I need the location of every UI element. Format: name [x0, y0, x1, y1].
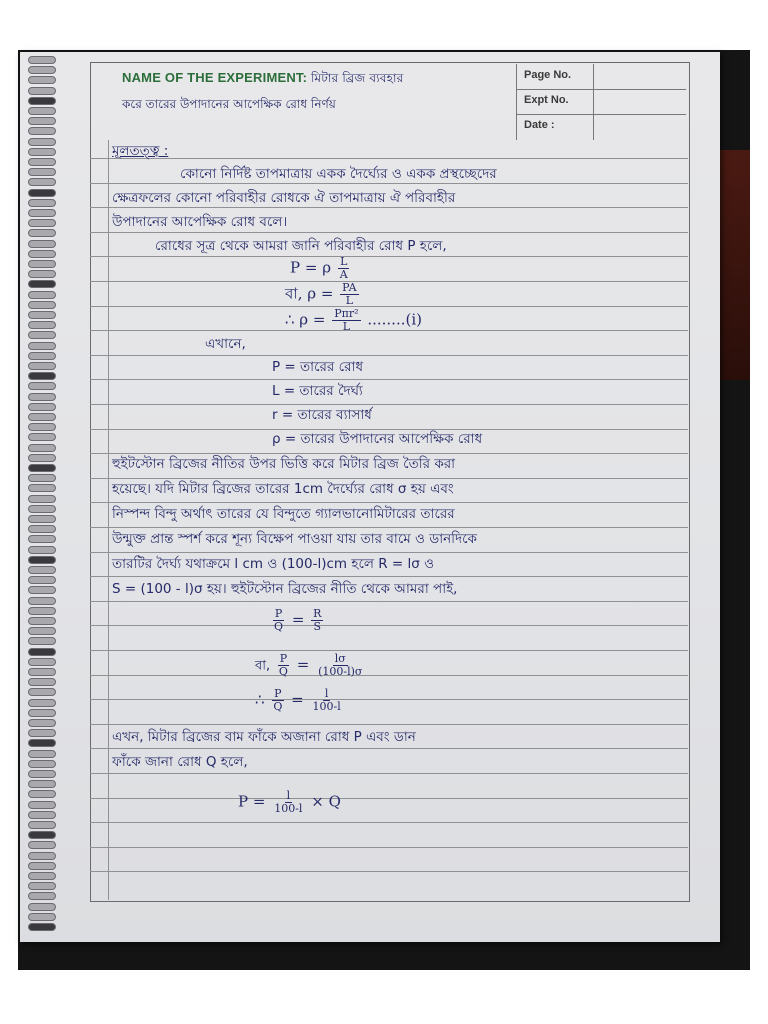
spiral-ring	[28, 240, 56, 248]
spiral-ring	[28, 464, 56, 472]
spiral-ring	[28, 627, 56, 635]
spiral-ring	[28, 229, 56, 237]
definition-l: L = তারের দৈর্ঘ্য	[272, 383, 363, 399]
formula-5-lhs	[277, 653, 290, 678]
spiral-ring	[28, 862, 56, 870]
spiral-ring	[28, 923, 56, 931]
definition-line-3: উপাদানের আপেক্ষিক রোধ বলে।	[112, 214, 288, 230]
spiral-ring	[28, 352, 56, 360]
formula-5	[255, 653, 366, 678]
ruled-line	[90, 158, 688, 159]
spiral-ring	[28, 76, 56, 84]
background-object	[715, 150, 750, 380]
formula-2-fraction	[340, 282, 358, 307]
spiral-ring	[28, 260, 56, 268]
formula-3-num: Pπr²	[334, 307, 359, 320]
spiral-ring	[28, 688, 56, 696]
formula-1-num: L	[340, 255, 348, 268]
experiment-name-text-1: মিটার ব্রিজ ব্যবহার	[310, 71, 404, 85]
ruled-line	[90, 306, 688, 307]
spiral-ring	[28, 821, 56, 829]
spiral-ring	[28, 729, 56, 737]
spiral-ring	[28, 586, 56, 594]
spiral-ring	[28, 505, 56, 513]
bridge-line-1: হুইটস্টোন ব্রিজের নীতির উপর ভিত্তি করে মিটার ব্রিজ তৈরি করা	[112, 456, 456, 472]
spiral-ring	[28, 566, 56, 574]
spiral-ring	[28, 280, 56, 288]
date-field	[516, 114, 686, 140]
formula-4-rhs-den: S	[313, 620, 322, 633]
equation-number: ........(i)	[367, 310, 422, 329]
formula-5-rhs	[316, 653, 364, 678]
definition-line-1: কোনো নির্দিষ্ট তাপমাত্রায় একক দৈর্ঘ্যের ও একক প্রস্থচ্ছেদের	[180, 166, 497, 182]
formula-3-den: L	[342, 320, 351, 333]
spiral-ring	[28, 719, 56, 727]
spiral-ring	[28, 270, 56, 278]
spiral-ring	[28, 648, 56, 656]
spiral-ring	[28, 576, 56, 584]
spiral-ring	[28, 403, 56, 411]
final-formula-num: l	[286, 789, 291, 802]
spiral-ring	[28, 780, 56, 788]
expt-no-label: Expt No.	[524, 94, 569, 106]
spiral-ring	[28, 852, 56, 860]
definition-line-2: ক্ষেত্রফলের কোনো পরিবাহীর রোধকে ঐ তাপমাত্রায় ঐ পরিবাহীর	[112, 190, 456, 206]
spiral-ring	[28, 372, 56, 380]
title-label: NAME OF THE EXPERIMENT:	[122, 70, 308, 85]
formula-2-left: বা, ρ =	[285, 284, 334, 303]
spiral-ring	[28, 617, 56, 625]
spiral-ring	[28, 433, 56, 441]
formula-5-left: বা,	[255, 658, 271, 674]
spiral-ring	[28, 811, 56, 819]
spiral-ring	[28, 199, 56, 207]
final-formula-left: P =	[238, 792, 266, 811]
formula-4-equals: =	[291, 610, 305, 629]
ruled-line	[90, 822, 688, 823]
spiral-ring	[28, 658, 56, 666]
final-formula-fraction	[272, 790, 304, 815]
formula-3-fraction	[332, 308, 360, 333]
bridge-line-6: S = (100 - l)σ হয়। হুইটস্টোন ব্রিজের নীতি থেকে আমরা পাই,	[112, 581, 458, 597]
spiral-ring	[28, 311, 56, 319]
spiral-ring	[28, 138, 56, 146]
formula-3	[285, 308, 422, 333]
spiral-ring	[28, 362, 56, 370]
page-no-field	[516, 64, 686, 90]
formula-6-lhs-den: Q	[273, 700, 283, 713]
ruled-line	[90, 650, 688, 651]
formula-4-lhs-den: Q	[274, 620, 284, 633]
formula-4-rhs	[311, 608, 323, 633]
formula-6-rhs	[311, 688, 343, 713]
final-formula-den: 100-l	[274, 802, 303, 815]
spiral-ring	[28, 760, 56, 768]
bridge-line-2: হয়েছে। যদি মিটার ব্রিজের তারের 1cm দৈর্ঘ্যের রোধ σ হয় এবং	[112, 481, 454, 497]
spiral-ring	[28, 872, 56, 880]
ruled-line	[90, 281, 688, 282]
spiral-ring	[28, 331, 56, 339]
expt-no-field	[516, 89, 686, 115]
spiral-ring	[28, 250, 56, 258]
spiral-ring	[28, 495, 56, 503]
now-line-1: এখন, মিটার ব্রিজের বাম ফাঁকে অজানা রোধ P এবং ডান	[112, 729, 416, 745]
spiral-ring	[28, 117, 56, 125]
spiral-ring	[28, 841, 56, 849]
formula-6-lhs	[271, 688, 284, 713]
spiral-binding	[22, 56, 62, 936]
date-label: Date :	[524, 119, 555, 131]
formula-4-lhs-num: P	[274, 607, 283, 620]
formula-6-rhs-den: 100-l	[312, 700, 341, 713]
spiral-ring	[28, 790, 56, 798]
ruled-line	[90, 379, 688, 380]
formula-2-den: L	[345, 294, 353, 307]
spiral-ring	[28, 342, 56, 350]
law-line: রোধের সূত্র থেকে আমরা জানি পরিবাহীর রোধ P হলে,	[155, 238, 447, 254]
spiral-ring	[28, 87, 56, 95]
formula-2	[285, 282, 361, 308]
spiral-ring	[28, 107, 56, 115]
formula-5-lhs-num: P	[279, 652, 288, 665]
spiral-ring	[28, 97, 56, 105]
ruled-line	[90, 576, 688, 577]
spiral-ring	[28, 678, 56, 686]
spiral-ring	[28, 546, 56, 554]
spiral-ring	[28, 127, 56, 135]
spiral-ring	[28, 831, 56, 839]
spiral-ring	[28, 423, 56, 431]
spiral-ring	[28, 413, 56, 421]
spiral-ring	[28, 770, 56, 778]
formula-1	[290, 256, 352, 281]
margin-line	[108, 140, 109, 900]
final-formula	[238, 790, 341, 815]
experiment-header	[108, 64, 686, 140]
ruled-line	[90, 601, 688, 602]
spiral-ring	[28, 178, 56, 186]
spiral-ring	[28, 801, 56, 809]
formula-1-fraction	[338, 256, 350, 281]
formula-4-rhs-num: R	[313, 607, 322, 620]
date-value	[593, 114, 686, 140]
spiral-ring	[28, 444, 56, 452]
heading-principle: মূলতত্ত্ব :	[112, 143, 169, 159]
spiral-ring	[28, 158, 56, 166]
spiral-ring	[28, 209, 56, 217]
spiral-ring	[28, 148, 56, 156]
spiral-ring	[28, 301, 56, 309]
page-no-value	[593, 64, 686, 89]
page-no-label: Page No.	[524, 69, 572, 81]
formula-1-den: A	[339, 268, 348, 281]
spiral-ring	[28, 219, 56, 227]
spiral-ring	[28, 882, 56, 890]
formula-5-equals: =	[296, 655, 310, 674]
spiral-ring	[28, 515, 56, 523]
definition-p: P = তারের রোধ	[272, 359, 364, 375]
formula-6-rhs-num: l	[324, 687, 329, 700]
experiment-name-text-2: করে তারের উপাদানের আপেক্ষিক রোধ নির্ণয়	[122, 97, 336, 111]
ruled-line	[90, 724, 688, 725]
spiral-ring	[28, 903, 56, 911]
spiral-ring	[28, 709, 56, 717]
definition-rho: ρ = তারের উপাদানের আপেক্ষিক রোধ	[272, 431, 483, 447]
spiral-ring	[28, 66, 56, 74]
spiral-ring	[28, 291, 56, 299]
spiral-ring	[28, 668, 56, 676]
here-label: এখানে,	[205, 336, 246, 352]
ruled-line	[90, 404, 688, 405]
spiral-ring	[28, 321, 56, 329]
ruled-line	[90, 798, 688, 799]
ruled-line	[90, 355, 688, 356]
formula-4-lhs	[272, 608, 285, 633]
bridge-line-5: তারটির দৈর্ঘ্য যথাক্রমে l cm ও (100-l)cm হলে R = lσ ও	[112, 556, 435, 572]
spiral-ring	[28, 913, 56, 921]
formula-3-left: ∴ ρ =	[285, 310, 326, 329]
spiral-ring	[28, 750, 56, 758]
ruled-line	[90, 847, 688, 848]
ruled-line	[90, 699, 688, 700]
formula-1-left: P = ρ	[290, 258, 332, 277]
spiral-ring	[28, 892, 56, 900]
now-line-2: ফাঁকে জানা রোধ Q হলে,	[112, 754, 248, 770]
spiral-ring	[28, 637, 56, 645]
spiral-ring	[28, 556, 56, 564]
expt-no-value	[593, 89, 686, 114]
final-formula-tail: × Q	[311, 792, 341, 811]
spiral-ring	[28, 484, 56, 492]
spiral-ring	[28, 56, 56, 64]
spiral-ring	[28, 597, 56, 605]
spiral-ring	[28, 607, 56, 615]
spiral-ring	[28, 739, 56, 747]
formula-6	[255, 688, 345, 713]
spiral-ring	[28, 382, 56, 390]
ruled-line	[90, 871, 688, 872]
spiral-ring	[28, 454, 56, 462]
experiment-name-box	[108, 64, 517, 140]
formula-5-rhs-den: (100-l)σ	[318, 665, 363, 678]
spiral-ring	[28, 699, 56, 707]
formula-5-lhs-den: Q	[278, 665, 288, 678]
ruled-line	[90, 625, 688, 626]
spiral-ring	[28, 393, 56, 401]
spiral-ring	[28, 189, 56, 197]
formula-4	[270, 608, 325, 633]
spiral-ring	[28, 535, 56, 543]
formula-6-lhs-num: P	[274, 687, 282, 700]
bridge-line-4: উন্মুক্ত প্রান্ত স্পর্শ করে শূন্য বিক্ষেপ পাওয়া যায় তার বামে ও ডানদিকে	[112, 531, 477, 547]
formula-5-rhs-num: lσ	[334, 652, 346, 665]
spiral-ring	[28, 168, 56, 176]
definition-r: r = তারের ব্যাসার্ধ	[272, 407, 372, 423]
formula-6-left: ∴	[255, 690, 265, 709]
formula-2-num: PA	[342, 281, 357, 294]
bridge-line-3: নিস্পন্দ বিন্দু অর্থাৎ তারের যে বিন্দুতে গ্যালভানোমিটারের তারের	[112, 506, 455, 522]
ruled-line	[90, 675, 688, 676]
spiral-ring	[28, 474, 56, 482]
formula-6-equals: =	[291, 690, 304, 709]
spiral-ring	[28, 525, 56, 533]
experiment-name-label	[122, 70, 403, 90]
